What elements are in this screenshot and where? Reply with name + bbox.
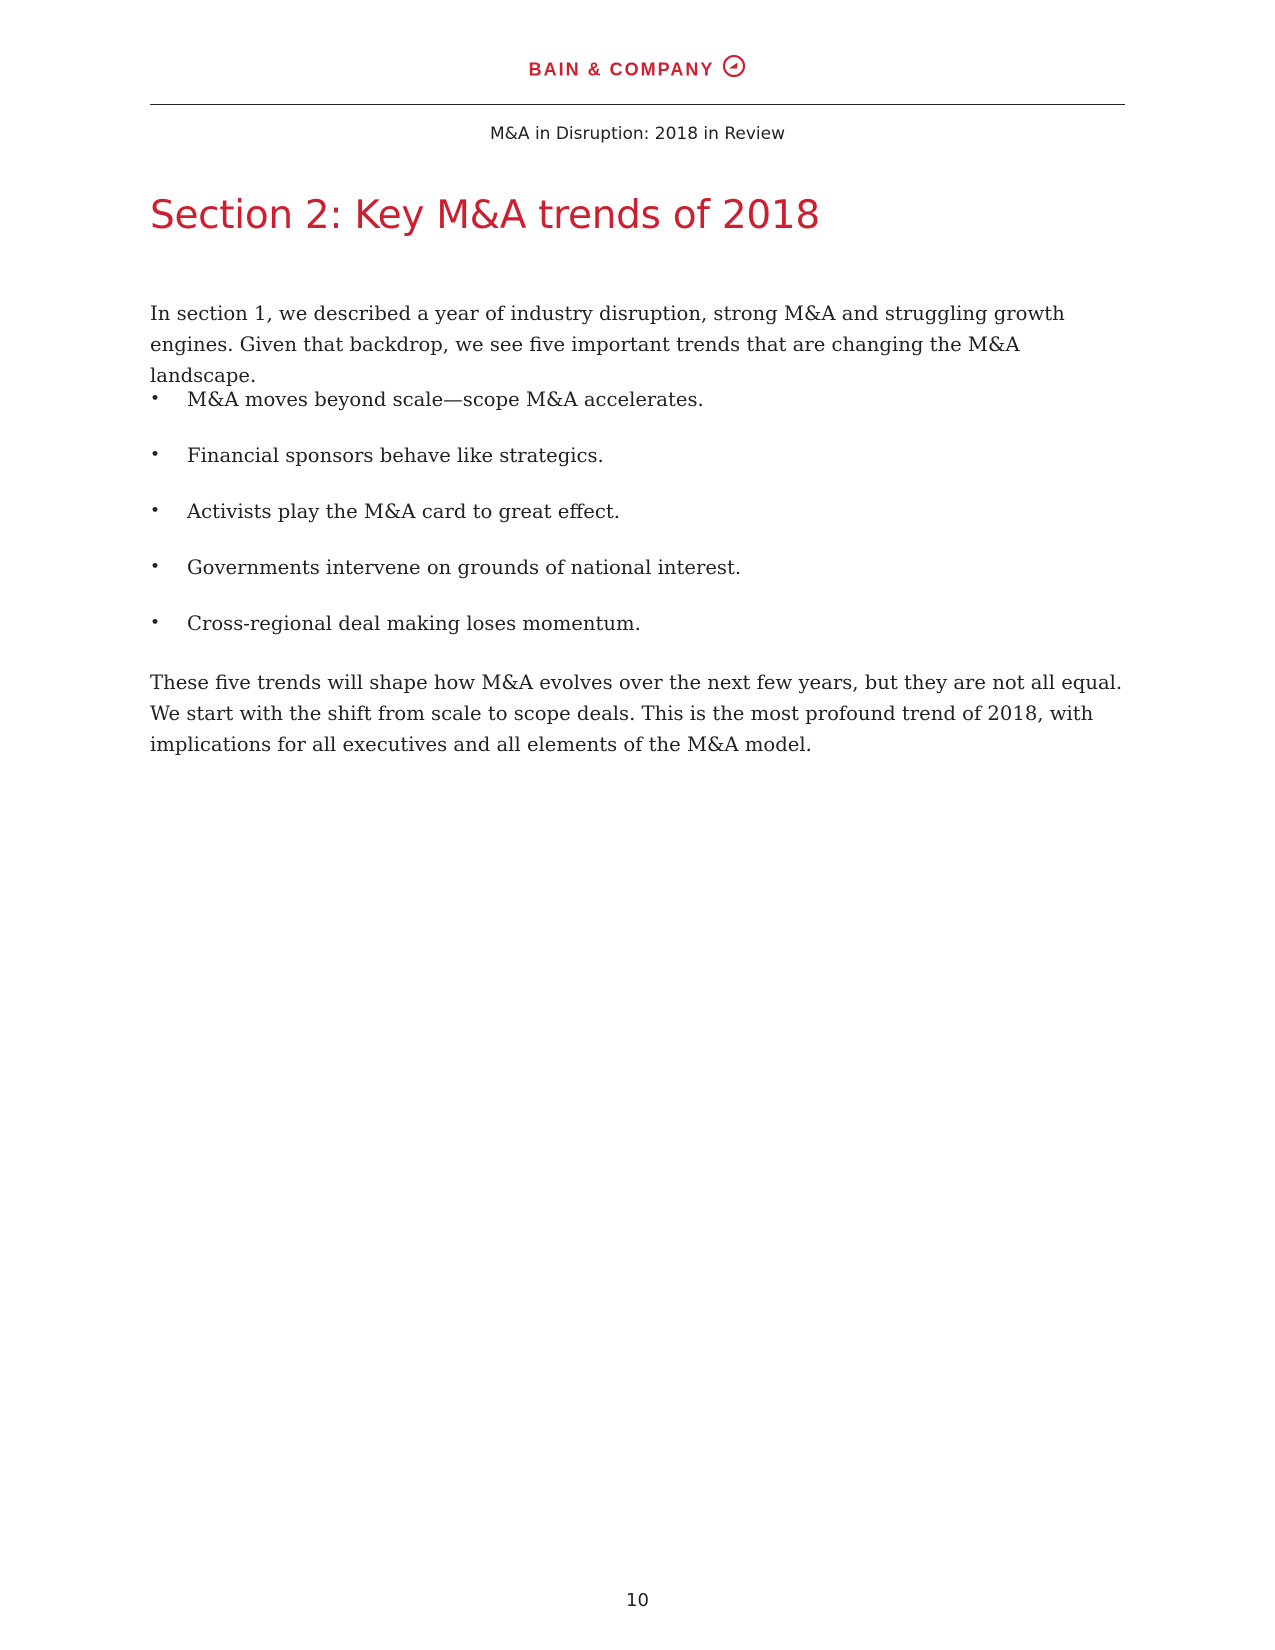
outro-paragraph: These five trends will shape how M&A evolves over the next few years, but they are not all equal. We start with the shift from scale to scope deals. This is the most profound trend of 2018, with implications for all executives and all elements of the M&A model. bbox=[150, 671, 1123, 756]
page-number: 10 bbox=[626, 1590, 649, 1611]
list-item-text: Activists play the M&A card to great effect. bbox=[187, 500, 620, 523]
list-item bbox=[150, 384, 1125, 440]
bullet-icon: • bbox=[150, 445, 161, 465]
list-item bbox=[150, 552, 1125, 608]
list-item-text: Cross-regional deal making loses momentum. bbox=[187, 612, 641, 635]
brand-name: BAIN & COMPANY bbox=[528, 59, 715, 80]
bullet-icon: • bbox=[150, 501, 161, 521]
brand-lockup bbox=[150, 58, 1125, 83]
list-item-text: Governments intervene on grounds of national interest. bbox=[187, 556, 742, 579]
page-header bbox=[150, 50, 1125, 106]
trend-list bbox=[150, 384, 1125, 664]
list-item-text: Financial sponsors behave like strategics. bbox=[187, 444, 604, 467]
bullet-icon: • bbox=[150, 557, 161, 577]
list-item bbox=[150, 440, 1125, 496]
bain-logo-icon bbox=[722, 54, 746, 83]
list-item bbox=[150, 608, 1125, 664]
running-head: M&A in Disruption: 2018 in Review bbox=[489, 124, 785, 144]
intro-paragraph: In section 1, we described a year of industry disruption, strong M&A and struggling growth engines. Given that backdrop, we see five important trends that are changing the M&A landscape. bbox=[150, 302, 1065, 387]
section-title: Section 2: Key M&A trends of 2018 bbox=[150, 193, 820, 238]
bullet-icon: • bbox=[150, 613, 161, 633]
list-item-text: M&A moves beyond scale—scope M&A accelerates. bbox=[187, 388, 704, 411]
bullet-icon: • bbox=[150, 389, 161, 409]
header-divider bbox=[150, 104, 1125, 105]
list-item bbox=[150, 496, 1125, 552]
